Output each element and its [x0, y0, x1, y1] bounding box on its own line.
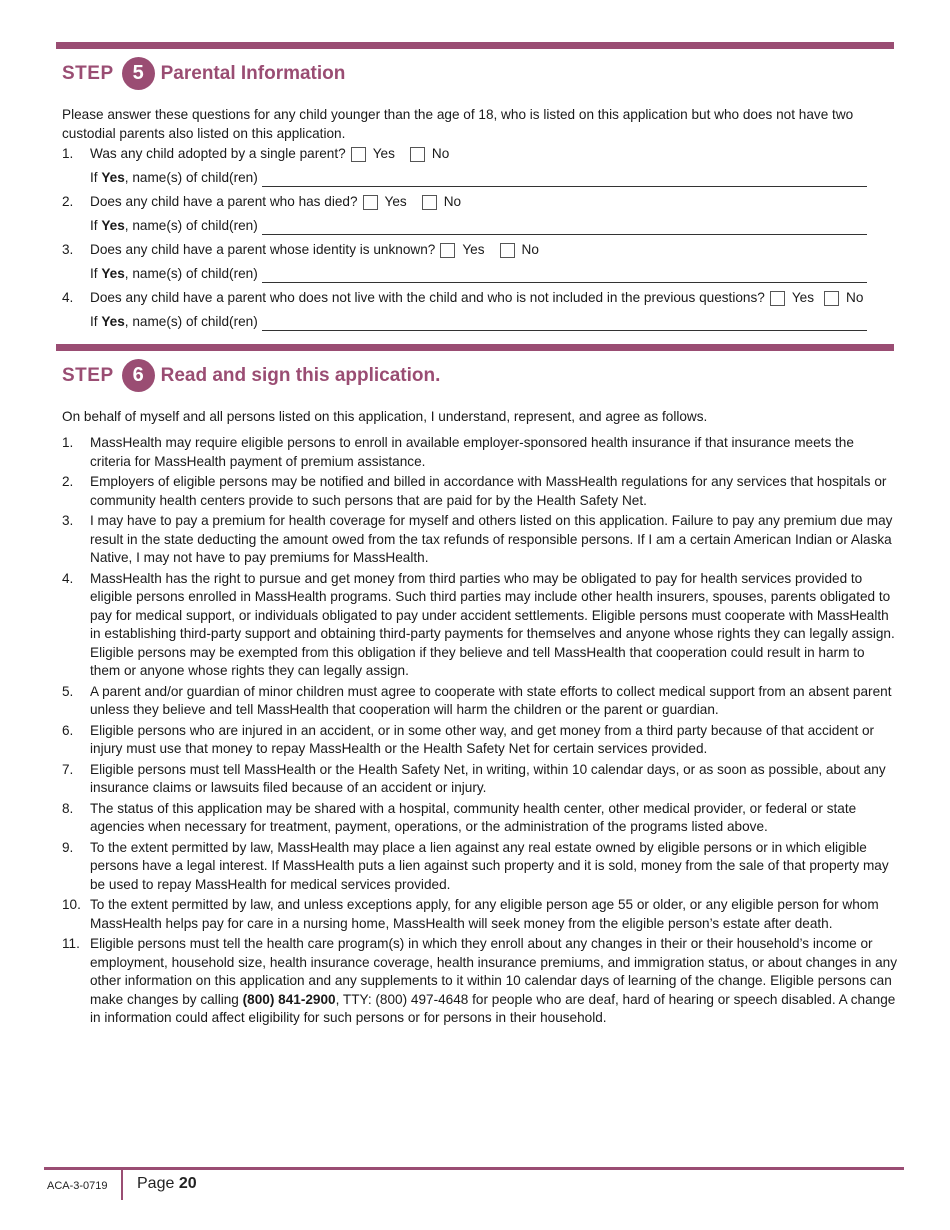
- no-label: No: [443, 194, 462, 209]
- yes-label: Yes: [791, 290, 815, 305]
- yes-checkbox[interactable]: [351, 147, 366, 162]
- question-number: 1.: [62, 146, 74, 161]
- list-item: 10. To the extent permitted by law, and unless exceptions apply, for any eligible person age 55 or older, or any eligible person for whom MassHealth helps pay for care in a nursing home, MassHealth will seek money from the eligible person’s estate after death.: [62, 897, 879, 931]
- yes-label: Yes: [372, 146, 395, 161]
- follow-up-label: If Yes, name(s) of child(ren): [90, 266, 258, 281]
- no-checkbox[interactable]: [422, 195, 437, 210]
- step6-intro: On behalf of myself and all persons listed on this application, I understand, represent, and agree as follows.: [62, 409, 708, 424]
- question-number: 3.: [62, 242, 74, 257]
- step5-heading: [62, 57, 345, 90]
- question-text: Does any child have a parent who has died?: [90, 194, 358, 209]
- list-item: 9. To the extent permitted by law, MassHealth may place a lien against any real estate owned by eligible persons or in which eligible persons have a legal interest. If MassHealth puts a lien against such property and it is sold, money from the sale of that property may be used to repay MassHealth for medical services provided.: [62, 839, 889, 892]
- no-label: No: [431, 146, 450, 161]
- no-label: No: [846, 290, 864, 305]
- question-3: [62, 241, 898, 283]
- child-names-field[interactable]: [262, 316, 867, 331]
- step6-word: STEP: [62, 364, 114, 386]
- question-number: 4.: [62, 290, 74, 305]
- yes-checkbox[interactable]: [440, 243, 455, 258]
- step6-number-badge: 6: [122, 359, 155, 392]
- footer-separator: [121, 1170, 123, 1200]
- follow-up-label: If Yes, name(s) of child(ren): [90, 314, 258, 329]
- agreement-list: [62, 434, 898, 1030]
- list-item: 11. Eligible persons must tell the health care program(s) in which they enroll about any changes in their or their household’s income or employment, household size, health insurance coverage, health insurance premiums, and immigration status, or about changes in any other information on this application and any supplements to it within 10 calendar days of learning of the change. Eligible persons can make changes by calling (800) 841-2900, TTY: (800) 497-4648 for people who are deaf, hard of hearing or speech disabled. A change in information could affect eligibility for such persons or for persons in their household.: [62, 936, 898, 1025]
- footer-divider: [44, 1167, 904, 1170]
- step5-word: STEP: [62, 62, 114, 84]
- page-number: Page 20: [137, 1175, 197, 1192]
- question-number: 2.: [62, 194, 74, 209]
- step6-title: Read and sign this application.: [160, 364, 441, 386]
- phone-number: (800) 841-2900: [242, 991, 336, 1007]
- no-checkbox[interactable]: [824, 291, 839, 306]
- yes-checkbox[interactable]: [363, 195, 378, 210]
- yes-label: Yes: [462, 242, 485, 257]
- list-item: 7. Eligible persons must tell MassHealth or the Health Safety Net, in writing, within 10 calendar days, or as soon as possible, about any insurance claims or lawsuits filed because of an accident or injury.: [62, 761, 886, 795]
- step6-divider: [56, 344, 894, 351]
- step5-intro: Please answer these questions for any child younger than the age of 18, who is listed on this application but who does not have two custodial parents also listed on this application.: [62, 107, 854, 141]
- form-code: ACA-3-0719: [47, 1180, 108, 1192]
- list-item: 2. Employers of eligible persons may be notified and billed in accordance with MassHealth regulations for any services that hospitals or community health centers provide to such persons that are paid for by the Health Safety Net.: [62, 474, 887, 508]
- no-checkbox[interactable]: [410, 147, 425, 162]
- question-text: Does any child have a parent whose identity is unknown?: [90, 242, 436, 257]
- question-text: Was any child adopted by a single parent?: [90, 146, 346, 161]
- step6-heading: [62, 359, 440, 392]
- step5-title: Parental Information: [160, 62, 346, 84]
- yes-checkbox[interactable]: [770, 291, 785, 306]
- list-item: 3. I may have to pay a premium for health coverage for myself and others listed on this application. Failure to pay any premium due may result in the state deducting the amount owed from the tax refunds of responsible persons. If I am a certain American Indian or Alaska Native, I may not have to pay premiums for MassHealth.: [62, 513, 893, 565]
- child-names-field[interactable]: [262, 172, 867, 187]
- yes-label: Yes: [384, 194, 407, 209]
- question-2: [62, 193, 898, 235]
- question-4: [62, 289, 898, 331]
- no-label: No: [521, 242, 539, 257]
- list-item: 5. A parent and/or guardian of minor children must agree to cooperate with state efforts to collect medical support from an absent parent unless they believe and tell MassHealth that cooperation will harm the children or the parent or guardian.: [62, 683, 892, 717]
- question-1: [62, 145, 898, 187]
- list-item: 1. MassHealth may require eligible persons to enroll in available employer-sponsored health insurance if that insurance meets the criteria for MassHealth payment of premium assistance.: [62, 435, 854, 469]
- step5-divider: [56, 42, 894, 49]
- list-item: 4. MassHealth has the right to pursue and get money from third parties who may be obligated to pay for health services provided to eligible persons enrolled in MassHealth programs. Such third parties may include other health insurers, spouses, parents obligated to pay for medical support, or individuals obligated to pay under accident settlements. Eligible persons must cooperate with MassHealth in establishing third-party support and obtaining third-party payments for themselves and anyone whose rights they can legally assign. Eligible persons may be exempted from this obligation if they believe and tell MassHealth that cooperation could result in harm to them or anyone whose rights they can legally assign.: [62, 570, 895, 678]
- list-item: 6. Eligible persons who are injured in an accident, or in some other way, and get money from a third party because of that accident or injury must use that money to repay MassHealth or the Health Safety Net for certain services provided.: [62, 722, 875, 756]
- child-names-field[interactable]: [262, 220, 867, 235]
- step5-number-badge: 5: [122, 57, 155, 90]
- child-names-field[interactable]: [262, 268, 867, 283]
- no-checkbox[interactable]: [500, 243, 515, 258]
- follow-up-label: If Yes, name(s) of child(ren): [90, 218, 258, 233]
- list-item: 8. The status of this application may be shared with a hospital, community health center, other medical provider, or federal or state agencies when necessary for treatment, payment, operations, or the administration of the programs listed above.: [62, 800, 857, 834]
- question-text: Does any child have a parent who does not live with the child and who is not included in the previous questions?: [90, 290, 765, 305]
- follow-up-label: If Yes, name(s) of child(ren): [90, 170, 258, 185]
